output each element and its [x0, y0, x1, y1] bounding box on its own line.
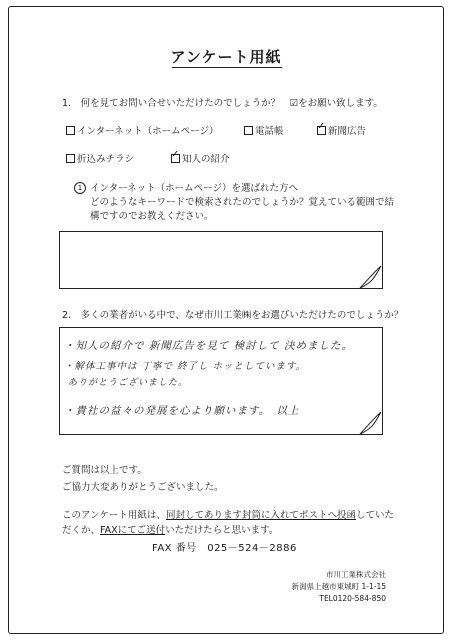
check-mark-icon: ✓ — [171, 148, 180, 160]
option-newspaper-label: 新聞広告 — [328, 126, 367, 137]
company-address: 新潟県上越市東城町 1-1-15 — [291, 582, 386, 591]
reason-answer-line-4: ・貴社の益々の発展を心より願います。 以上 — [64, 405, 300, 417]
question-1: 1. 何を見てお問い合せいただけたのでしょうか？ ☑をお願い致します。 — [62, 98, 383, 109]
option-acquaintance-label: 知人の紹介 — [182, 154, 230, 165]
subquestion-line-1: インターネット（ホームページ）を選ばれた方へ — [90, 183, 298, 194]
option-internet[interactable] — [66, 123, 218, 137]
instruction-text: していた — [355, 510, 394, 521]
subquestion-1 — [74, 182, 298, 196]
option-acquaintance-checkbox[interactable] — [171, 148, 180, 163]
company-block — [292, 569, 386, 605]
option-phonebook-checkbox[interactable] — [244, 126, 253, 135]
option-phonebook-label: 電話帳 — [255, 126, 284, 137]
option-flyer[interactable] — [66, 151, 134, 165]
option-phonebook[interactable] — [244, 123, 284, 137]
company-name: 市川工業株式会社 — [326, 570, 386, 579]
subquestion-line-3: 構ですのでお教えください。 — [90, 211, 214, 222]
option-internet-label: インターネット（ホームページ） — [77, 126, 219, 137]
closing-line-1: ご質問は以上です。 — [62, 465, 147, 476]
option-newspaper[interactable] — [317, 120, 367, 137]
check-mark-icon: ✓ — [317, 120, 326, 132]
circled-number: 1 — [74, 182, 86, 194]
option-newspaper-checkbox[interactable] — [317, 120, 326, 135]
option-flyer-label: 折込みチラシ — [77, 154, 135, 165]
reason-answer-line-1: ・知人の紹介で 新聞広告を見て 検討して 決めました。 — [64, 340, 354, 352]
return-instructions-line-2 — [62, 523, 278, 538]
reason-answer-line-2: ・解体工事中は 丁寧で 終了し ホッとしています。 — [64, 361, 307, 372]
instruction-text: このアンケート用紙は、 — [62, 510, 166, 521]
subquestion-line-2: どのようなキーワードで検索されたのでしょうか？覚えている範囲で結 — [90, 197, 395, 208]
page-title: アンケート用紙 — [170, 48, 282, 66]
return-instructions-line-1 — [62, 508, 394, 523]
closing-line-2: ご協力大変ありがとうございました。 — [62, 482, 224, 493]
title-underline — [172, 67, 282, 68]
option-internet-checkbox[interactable] — [66, 126, 75, 135]
page-curl-icon — [358, 409, 384, 436]
fax-number: FAX 番号 025－524－2886 — [152, 543, 297, 554]
reason-answer-line-3: ありがとうございました。 — [68, 378, 189, 388]
keyword-answer-box[interactable] — [59, 231, 383, 289]
page-curl-icon — [358, 262, 384, 290]
instruction-text: だくか、 — [62, 525, 101, 536]
instruction-underlined: 同封してあります封筒に入れてポストへ投函 — [165, 510, 356, 521]
question-2: 2. 多くの業者がいる中で、なぜ市川工業㈱をお選びいただけたのでしょうか？ — [62, 310, 404, 321]
instruction-text: いただけたらと思います。 — [165, 525, 279, 536]
option-flyer-checkbox[interactable] — [66, 154, 75, 163]
instruction-underlined: FAXにてご送付 — [100, 525, 166, 536]
option-acquaintance[interactable] — [171, 148, 230, 165]
company-phone: TEL0120-584-850 — [319, 594, 386, 603]
